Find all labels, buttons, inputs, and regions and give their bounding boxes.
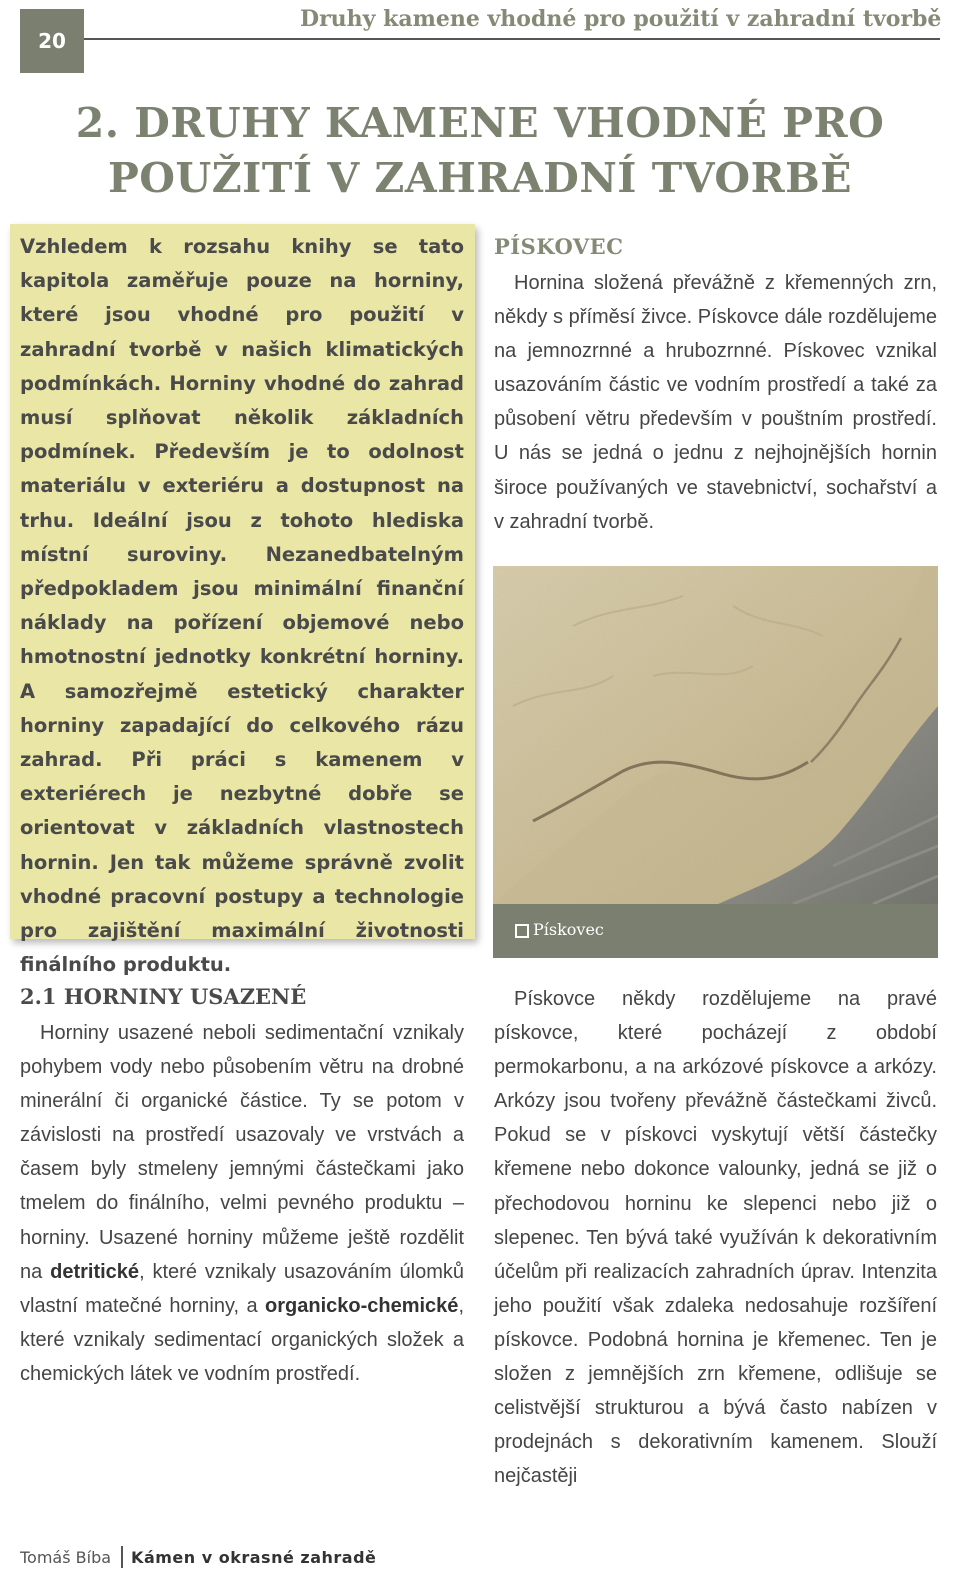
horniny-usazene-text xyxy=(20,1016,464,1391)
term-organicko-chemicke: organicko-chemické xyxy=(265,1294,459,1317)
piskovce-continued-text: Pískovce někdy rozdělujeme na pravé pískovce, které pocházejí z období permokarbonu, a na arkózové pískovce a arkózy. Arkózy jsou tvořeny převážně částečkami živců. Pokud se v pískovci vyskytují větší částečky křemene nebo dokonce valounky, jedná se již o přechodovou horninu ke slepenci nebo již o slepenec. Ten bývá také využíván k dekorativním účelům při realizacích zahradních úprav. Intenzita jeho použití však zdaleka nedosahuje rozšíření pískovce. Podobná hornina je křemenec. Ten je složen z jemnějších zrn křemene, odlišuje se celistvější strukturou a bývá často nabízen v prodejnách s dekorativním kamenem. Slouží nejčastěji xyxy=(494,988,937,1488)
horniny-usazene-paragraph xyxy=(20,1016,464,1391)
chapter-title-line-1: 2. DRUHY KAMENE VHODNÉ PRO xyxy=(75,99,885,147)
piskovce-continued-paragraph xyxy=(494,982,937,1493)
sandstone-photo xyxy=(493,566,938,904)
intro-paragraph: Vzhledem k rozsahu knihy se tato kapitola zaměřuje pouze na horniny, které jsou vhodné pro použití v zahradní tvorbě v našich klimatických podmínkách. Horniny vhodné do zahrad musí splňovat několik základních podmínek. Především je to odolnost materiálu v exteriéru a dostupnost na trhu. Ideální jsou z tohoto hlediska místní suroviny. Nezanedbatelným předpokladem jsou minimální finanční náklady na pořízení objemové nebo hmotnostní jednotky konkrétní horniny. A samozřejmě estetický charakter horniny zapadající do celkového rázu zahrad. Při práci s kamenem v exteriérech je nezbytné dobře se orientovat v základních vlastnostech hornin. Jen tak můžeme správně zvolit vhodné pracovní postupy a technologie pro zajištění maximální životnosti finálního produktu. xyxy=(20,235,464,977)
text-part-3: , které vznikaly sedimentací organických složek a chemických látek ve vodním prostředí. xyxy=(20,1294,464,1385)
footer-book-title: Kámen v okrasné zahradě xyxy=(131,1547,377,1567)
horniny-usazene-heading: 2.1 HORNINY USAZENÉ xyxy=(20,984,307,1009)
caption-square-icon xyxy=(515,924,529,938)
piskovec-text: Hornina složená převážně z křemenných zrn, někdy s příměsí živce. Pískovce dále rozdělujeme na jemnozrnné a hrubozrnné. Pískovec vznikal usazováním částic ve vodním prostředí a také za působení větru především v pouštním prostředí. U nás se jedná o jednu z nejhojnějších hornin široce používaných ve stavebnictví, sochařství a v zahradní tvorbě. xyxy=(494,272,937,533)
footer-author: Tomáš Bíba xyxy=(20,1547,112,1567)
header-rule xyxy=(84,38,940,40)
text-part-2: , které vznikaly usazováním úlomků vlastní matečné horniny, a xyxy=(20,1260,464,1317)
chapter-title xyxy=(70,96,890,206)
footer-separator xyxy=(121,1546,123,1568)
chapter-title-line-2: POUŽITÍ V ZAHRADNÍ TVORBĚ xyxy=(107,154,853,202)
footer xyxy=(20,1546,376,1568)
running-header-title: Druhy kamene vhodné pro použití v zahradní tvorbě xyxy=(300,6,942,32)
page-number: 20 xyxy=(20,9,84,73)
text-part-1: Horniny usazené neboli sedimentační vznikaly pohybem vody nebo působením větru na drobné minerální či organické částice. Ty se potom v závislosti na prostředí usazovaly ve vrstvách a časem byly stmeleny jemnými částečkami jako tmelem do finálního, velmi pevného produktu – horniny. Usazené horniny můžeme ještě rozdělit na xyxy=(20,1022,464,1283)
piskovec-heading: PÍSKOVEC xyxy=(494,234,624,259)
term-detriticke: detritické xyxy=(50,1260,140,1283)
piskovec-paragraph xyxy=(494,266,937,539)
photo-caption: Pískovec xyxy=(533,920,604,939)
